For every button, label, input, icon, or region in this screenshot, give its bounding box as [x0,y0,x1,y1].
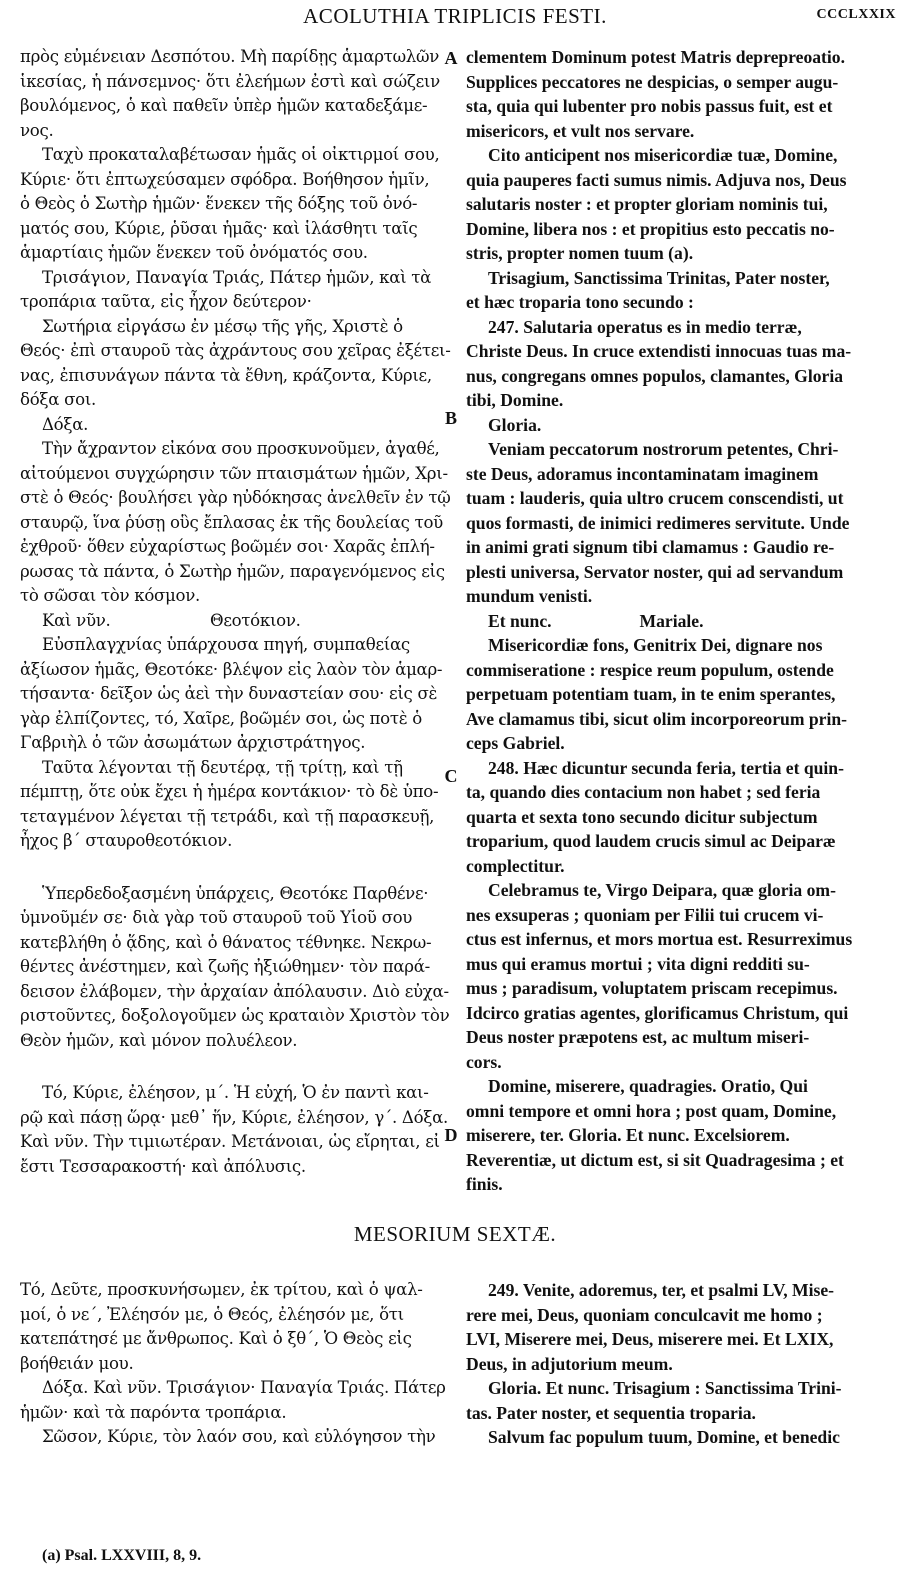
text-line: nus, congregans omnes populos, clamantes, Gloria [466,365,844,386]
text-line: θέντες ἀνέστημεν, καὶ ζωῆς ἠξιώθημεν· τὸν παρά- [20,957,430,976]
text-line: δεισον ἐλάβομεν, τὴν ἀρχαίαν ἀπόλαυσιν. Διὸ εὐχα- [20,981,449,1001]
greek-column-top [20,45,458,1179]
text-line: τὸ σῶσαι τὸν κόσμον. [20,586,200,605]
text-line: tuam : lauderis, quia ultro crucem conscendisti, ut [466,488,844,508]
greek-column-bottom [20,1278,458,1450]
text-line: mus qui eramus mortui ; vita digni redditi su- [466,953,810,974]
text-line: tibi, Domine. [466,390,564,410]
text-line: commiseratione : respice reum populum, ostende [466,659,834,680]
text-line: Ave clamamus tibi, sicut olim incorporeorum prin- [466,708,848,729]
text-line: Κύριε· ὅτι ἐπτωχεύσαμεν σφόδρα. Βοήθησον ἡμῖν, [20,169,430,189]
text-line: Σῶσον, Κύριε, τὸν λαόν σου, καὶ εὐλόγησον τὴν [42,1427,436,1446]
text-line: Ταχὺ προκαταλαβέτωσαν ἡμᾶς οἱ οἰκτιρμοί σου, [42,145,440,164]
text-line: γὰρ ἐλπίζοντες, τό, Χαῖρε, βοῶμέν σοι, ὡς ποτὲ ὁ [20,708,422,728]
text-line: στὲ ὁ Θεός· βουλήσει γὰρ ηὐδόκησας ἀνελθεῖν ἐν τῷ [20,488,451,507]
text-line: Θεός· ἐπὶ σταυροῦ τὰς ἀχράντους σου χεῖρας ἐξέτει- [20,341,451,360]
text-line: quos formasti, de inimici redimeres servitute. Unde [466,512,850,533]
running-title: ACOLUTHIA TRIPLICIS FESTI. [303,4,607,28]
text-line [20,1053,458,1081]
text-line: Ὑπερδεδοξασμένη ὑπάρχεις, Θεοτόκε Παρθένε· [42,883,429,903]
text-line: Δόξα. Καὶ νῦν. Τρισάγιον· Παναγία Τριάς. Πάτερ [42,1378,446,1397]
text-line: omni tempore et omni hora ; post quam, Domine, [466,1100,837,1121]
text-line: ριστοῦντες, δοξολογοῦμεν ὡς κραταιὸν Χριστὸν τὸν [20,1006,450,1025]
text-line: perpetuam potentiam tuam, in te enim sperantes, [466,684,836,704]
text-line: quia pauperes facti sumus nimis. Adjuva nos, Deus [466,169,847,190]
text-line: stris, propter nomen tuum (a). [466,243,694,263]
text-line: Salvum fac populum tuum, Domine, et benedic [488,1427,840,1447]
text-line: plesti universa, Servator noster, qui ad servandum [466,561,844,582]
text-line: ste Deus, adoramus incontaminatam imaginem [466,463,819,484]
text-line [20,854,458,882]
text-line: βοήθειάν μου. [20,1353,134,1373]
text-line: miserere, ter. Gloria. Et nunc. Excelsiorem. [466,1125,790,1145]
text-line: Idcirco gratias agentes, glorificamus Christum, qui [466,1002,849,1023]
text-line: Gloria. [488,414,542,435]
text-line: 248. Hæc dicuntur secunda feria, tertia et quin- [488,757,844,778]
text-line: 247. Salutaria operatus es in medio terræ, [488,316,802,337]
text-line: Gloria. Et nunc. Trisagium : Sanctissima Trini- [488,1378,842,1398]
text-line: κατεπάτησέ με ἄνθρωπος. Καὶ ὁ ξθ΄, Ὁ Θεὸς εἰς [20,1329,412,1348]
text-line: misericors, et vult nos servare. [466,120,695,141]
page-number: CCCLXXIX [816,7,896,22]
text-line: βουλόμενος, ὁ καὶ παθεῖν ὑπὲρ ἡμῶν καταδεξάμε- [20,96,428,115]
text-line: quarta et sexta tono secundo dicitur subjectum [466,806,818,827]
text-line: ἐχθροῦ· ὅθεν εὐχαρίστως βοῶμέν σοι· Χαρᾶς ἐπλή- [20,537,435,556]
text-line: Celebramus te, Virgo Deipara, quæ gloria om- [488,880,836,900]
text-line: Τρισάγιον, Παναγία Τριάς, Πάτερ ἡμῶν, καὶ τὰ [42,267,432,287]
latin-column-bottom [466,1278,892,1450]
text-line: κατεβλήθη ὁ ᾅδης, καὶ ὁ θάνατος τέθνηκε. Νεκρω- [20,932,432,952]
latin-column-top [466,45,892,1197]
text-line: et hæc troparia tono secundo : [466,292,694,312]
text-line: Τὴν ἄχραντον εἰκόνα σου προσκυνοῦμεν, ἀγαθέ, [42,439,440,458]
text-line: ματός σου, Κύριε, ῥῦσαι ἡμᾶς· καὶ ἱλάσθητι ταῖς [20,218,418,238]
text-line: πέμπτῃ, ὅτε οὐκ ἔχει ἡ ἡμέρα κοντάκιον· τὸ δὲ ὑπο- [20,782,439,801]
text-line: 249. Venite, adoremus, ter, et psalmi LV, Mise- [488,1280,835,1300]
text-line: ctus est infernus, et mors mortua est. Resurreximus [466,929,853,949]
text-line: ρῷ καὶ πάσῃ ὥρᾳ· μεθ᾽ ἥν, Κύριε, ἐλέησον, γ΄. Δόξα. [20,1107,449,1127]
margin-marker-c: C [444,766,458,786]
margin-marker-b: B [444,408,457,428]
text-line: salutaris noster : et propter gloriam nominis tui, [466,194,828,214]
text-line: clementem Dominum potest Matris deprepreoatio. [466,47,846,67]
text-line: Ταῦτα λέγονται τῇ δευτέρᾳ, τῇ τρίτῃ, καὶ τῇ [42,757,403,777]
text-line: sta, quia qui lubenter pro nobis passus fuit, est et [466,96,833,116]
text-line: Deus, in adjutorium meum. [466,1353,673,1374]
text-line: LVI, Miserere mei, Deus, miserere mei. Et LXIX, [466,1329,834,1349]
text-line: ἱκεσίας, ἡ πάνσεμνος· ὅτι ἐλεήμων ἐστὶ καὶ σώζειν [20,71,440,91]
text-line: Reverentiæ, ut dictum est, si sit Quadragesima ; et [466,1149,844,1170]
text-line: αἰτούμενοι συγχώρησιν τῶν πταισμάτων ἡμῶν, Χρι- [20,463,448,483]
text-line: νας, ἐπισυνάγων πάντα τὰ ἔθνη, κράζοντα, Κύριε, [20,365,432,385]
text-line: Θεὸν ἡμῶν, καὶ μόνον πολυέλεον. [20,1030,298,1050]
text-line: δόξα σοι. [20,390,96,409]
text-line: ἀξίωσον ἡμᾶς, Θεοτόκε· βλέψον εἰς λαὸν τὸν ἁμαρ- [20,659,443,679]
text-line: mundum venisti. [466,586,593,606]
text-line: rere mei, Deus, quoniam conculcavit me homo ; [466,1304,823,1325]
text-line: ὁ Θεὸς ὁ Σωτὴρ ἡμῶν· ἕνεκεν τῆς δόξης τοῦ ὀνό- [20,194,418,213]
text-line: τεταγμένον λέγεται τῇ τετράδι, καὶ τῇ παρασκευῇ, [20,806,435,826]
text-line: Deus noster præpotens est, ac multum miseri- [466,1027,810,1047]
text-line: ἦχος β΄ σταυροθεοτόκιον. [20,831,233,850]
text-line: Cito anticipent nos misericordiæ tuæ, Domine, [488,145,838,165]
text-line: ceps Gabriel. [466,733,565,753]
text-line: Misericordiæ fons, Genitrix Dei, dignare nos [488,635,823,655]
text-line: Τό, Κύριε, ἐλέησον, μ΄. Ἡ εὐχή, Ὁ ἐν παντὶ και- [42,1083,429,1102]
text-line: Trisagium, Sanctissima Trinitas, Pater noster, [488,267,830,288]
text-line: Τό, Δεῦτε, προσκυνήσωμεν, ἐκ τρίτου, καὶ ὁ ψαλ- [20,1280,423,1299]
section-title: MESORIUM SEXTÆ. [353,1222,557,1246]
text-line: Δόξα. [42,414,89,434]
text-line: tas. Pater noster, et sequentia troparia. [466,1402,756,1423]
text-line: troparium, quod laudem crucis simul ac Deiparæ [466,831,836,851]
text-line: ἁμαρτίαις ἡμῶν ἕνεκεν τοῦ ὀνόματός σου. [20,243,368,262]
text-line: Καὶ νῦν. Τὴν τιμιωτέραν. Μετάνοιαι, ὡς εἴρηται, εἰ [20,1132,440,1151]
text-line: Domine, libera nos : et propitius esto peccatis no- [466,218,835,239]
text-line: ἡμῶν· καὶ τὰ παρόντα τροπάρια. [20,1402,287,1422]
text-line: in animi grati signum tibi clamamus : Gaudio re- [466,537,835,557]
margin-marker-d: D [444,1125,458,1145]
text-line: complectitur. [466,855,565,876]
text-line: ὑμνοῦμέν σε· διὰ γὰρ τοῦ σταυροῦ τοῦ Υἱοῦ σου [20,908,413,927]
text-line: Domine, miserere, quadragies. Oratio, Qui [488,1076,808,1096]
text-line: πρὸς εὐμένειαν Δεσπότου. Μὴ παρίδῃς ἁμαρτωλῶν [20,47,440,66]
text-line: ἔστι Τεσσαρακοστή· καὶ ἀπόλυσις. [20,1156,306,1176]
text-line: finis. [466,1174,503,1194]
text-line: σταυρῷ, ἵνα ῥύσῃ οὓς ἔπλασας ἐκ τῆς δουλείας τοῦ [20,512,443,532]
text-line: ta, quando dies contacium non habet ; sed feria [466,782,821,802]
text-line: Εὐσπλαγχνίας ὑπάρχουσα πηγή, συμπαθείας [42,635,410,654]
text-line: Supplices peccatores ne despicias, o semper augu- [466,71,839,92]
text-line: Veniam peccatorum nostrorum petentes, Chri- [488,439,839,459]
text-line: τήσαντα· δεῖξον ὡς ἀεὶ τὴν δυναστείαν σου· εἰς σὲ [20,684,438,703]
text-line: Et nunc. Mariale. [488,610,704,631]
text-line: ρωσας τὰ πάντα, ὁ Σωτὴρ ἡμῶν, παραγενόμενος εἰς [20,561,445,581]
page-header [0,2,910,32]
text-line: τροπάρια ταῦτα, εἰς ἦχον δεύτερον· [20,292,312,311]
text-line: Γαβριὴλ ὁ τῶν ἀσωμάτων ἀρχιστράτηγος. [20,733,366,752]
text-line: Καὶ νῦν. Θεοτόκιον. [42,610,301,630]
text-line: Christe Deus. In cruce extendisti innocuas tuas ma- [466,341,852,361]
text-line: μοί, ὁ νε΄, Ἐλέησόν με, ὁ Θεός, ἐλέησόν με, ὅτι [20,1304,404,1324]
text-line: cors. [466,1051,502,1072]
text-line: nes exsuperas ; quoniam per Filii tui crucem vi- [466,904,824,925]
text-line: mus ; paradisum, voluptatem priscam recepimus. [466,978,838,998]
margin-marker-a: A [444,48,458,68]
text-line: νος. [20,120,54,140]
text-line: Σωτήρια εἰργάσω ἐν μέσῳ τῆς γῆς, Χριστὲ ὁ [42,316,403,336]
footnote: (a) Psal. LXXVIII, 8, 9. [42,1547,202,1564]
